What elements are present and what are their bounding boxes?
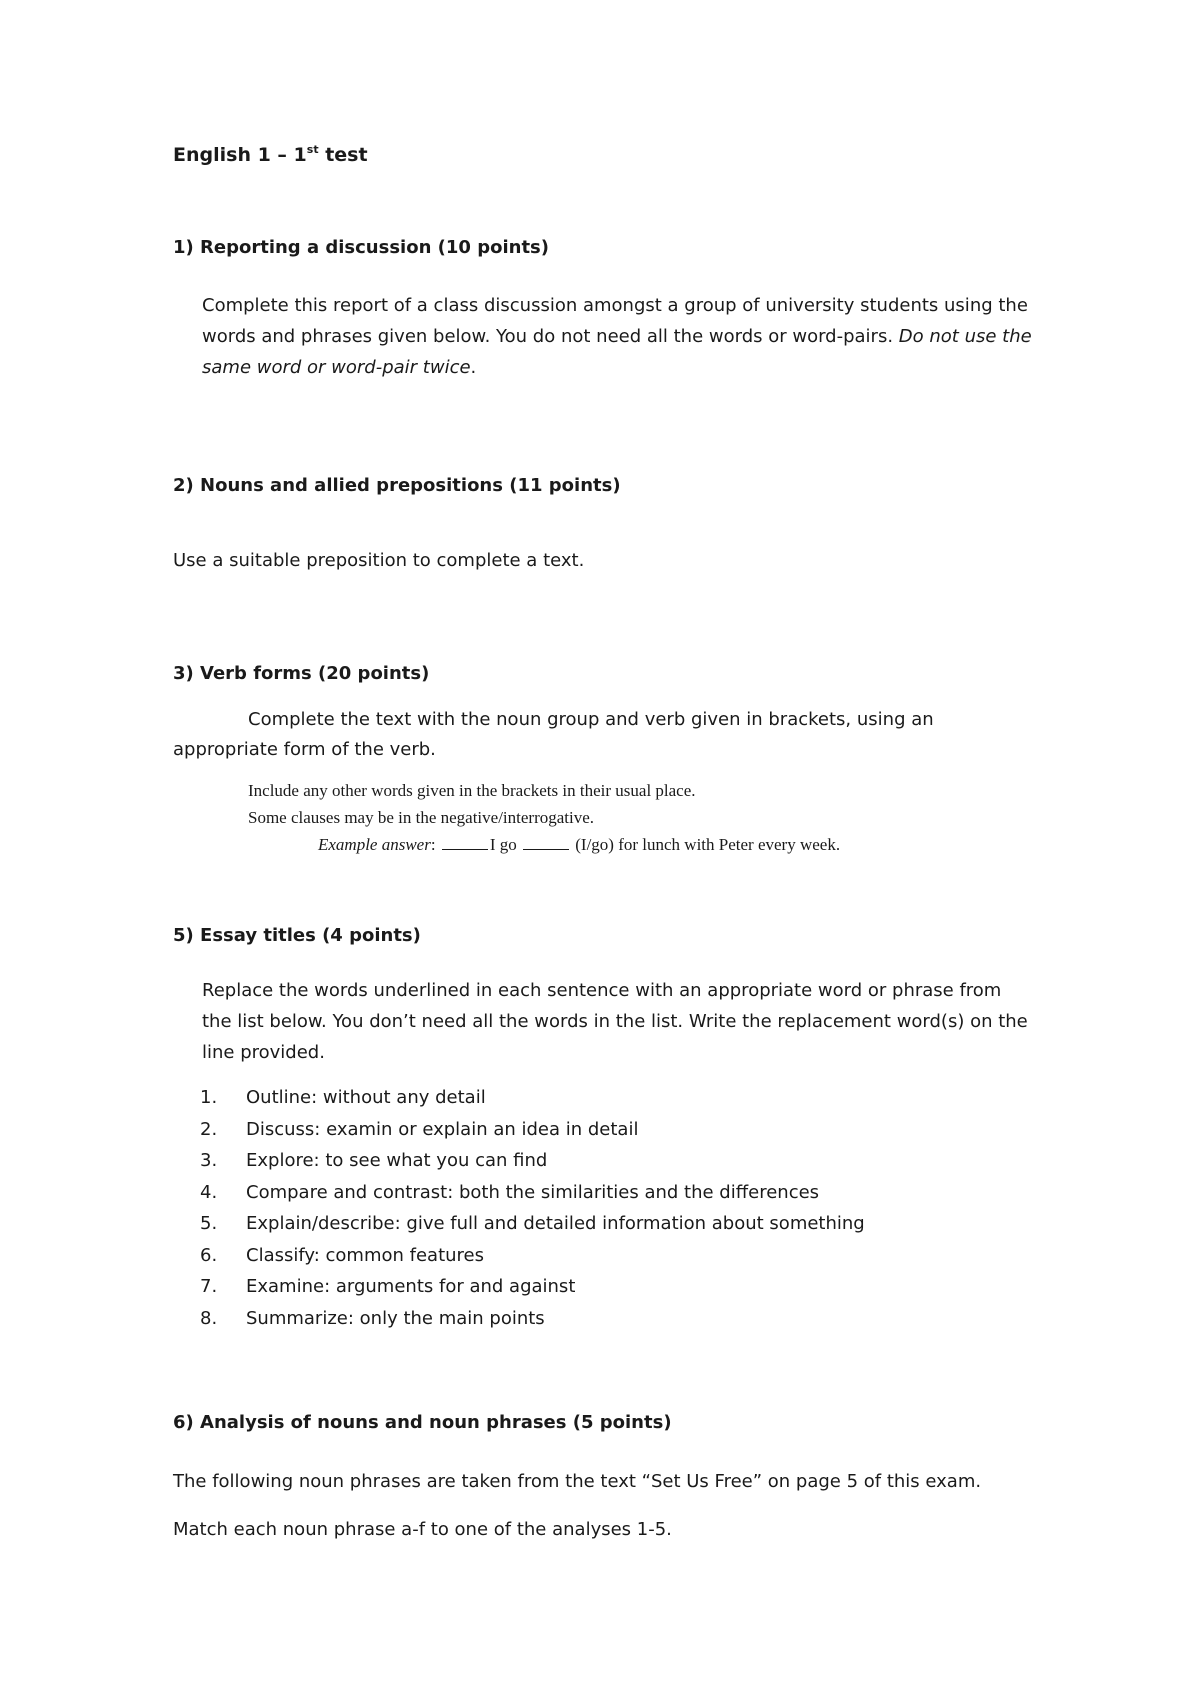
example-blank-2 — [523, 835, 569, 850]
section3-line1: Complete the text with the noun group and verb given in brackets, using an — [248, 709, 934, 730]
section6-line1: The following noun phrases are taken from the text “Set Us Free” on page 5 of this exam. — [173, 1471, 982, 1492]
section3-note2: Some clauses may be in the negative/interrogative. — [248, 808, 595, 827]
section6-heading: 6) Analysis of nouns and noun phrases (5 points) — [173, 1412, 672, 1433]
section5-heading: 5) Essay titles (4 points) — [173, 925, 421, 946]
section3-heading: 3) Verb forms (20 points) — [173, 663, 430, 684]
list-item: 8. Summarize: only the main points — [200, 1307, 545, 1329]
section3-note1: Include any other words given in the brackets in their usual place. — [248, 781, 696, 800]
section1-line1: Complete this report of a class discussion amongst a group of university students using the — [202, 295, 1028, 316]
list-item: 4. Compare and contrast: both the similarities and the differences — [200, 1181, 820, 1203]
list-item: 7. Examine: arguments for and against — [200, 1276, 576, 1297]
section5-line1: Replace the words underlined in each sentence with an appropriate word or phrase from — [202, 980, 1002, 1001]
section3-example: Example answer: I go (I/go) for lunch with Peter every week. — [318, 835, 841, 854]
list-item: 1. Outline: without any detail — [200, 1087, 486, 1108]
section6-line2: Match each noun phrase a-f to one of the analyses 1-5. — [173, 1519, 672, 1540]
section1-heading: 1) Reporting a discussion (10 points) — [173, 237, 549, 258]
section1-instructions — [202, 290, 1032, 383]
section3-line2: appropriate form of the verb. — [173, 739, 436, 760]
list-item: 6. Classify: common features — [200, 1244, 484, 1266]
list-item: 3. Explore: to see what you can find — [200, 1150, 548, 1171]
document-title: English 1 – 1st test — [173, 143, 368, 166]
section1-line2: words and phrases given below. You do not need all the words or word-pairs. Do not use the — [202, 326, 1032, 347]
essay-title-list — [200, 1082, 865, 1334]
section5-instructions — [202, 975, 1028, 1068]
section5-line3: line provided. — [202, 1042, 325, 1063]
section2-heading: 2) Nouns and allied prepositions (11 points) — [173, 475, 621, 496]
section1-line3: same word or word-pair twice. — [202, 357, 477, 378]
example-label: Example answer — [318, 835, 431, 854]
example-blank-1 — [442, 835, 488, 850]
section2-instruction: Use a suitable preposition to complete a text. — [173, 550, 585, 571]
list-item: 2. Discuss: examin or explain an idea in detail — [200, 1118, 639, 1140]
section5-line2: the list below. You don’t need all the words in the list. Write the replacement word(s) on the — [202, 1011, 1028, 1032]
list-item: 5. Explain/describe: give full and detailed information about something — [200, 1213, 865, 1234]
